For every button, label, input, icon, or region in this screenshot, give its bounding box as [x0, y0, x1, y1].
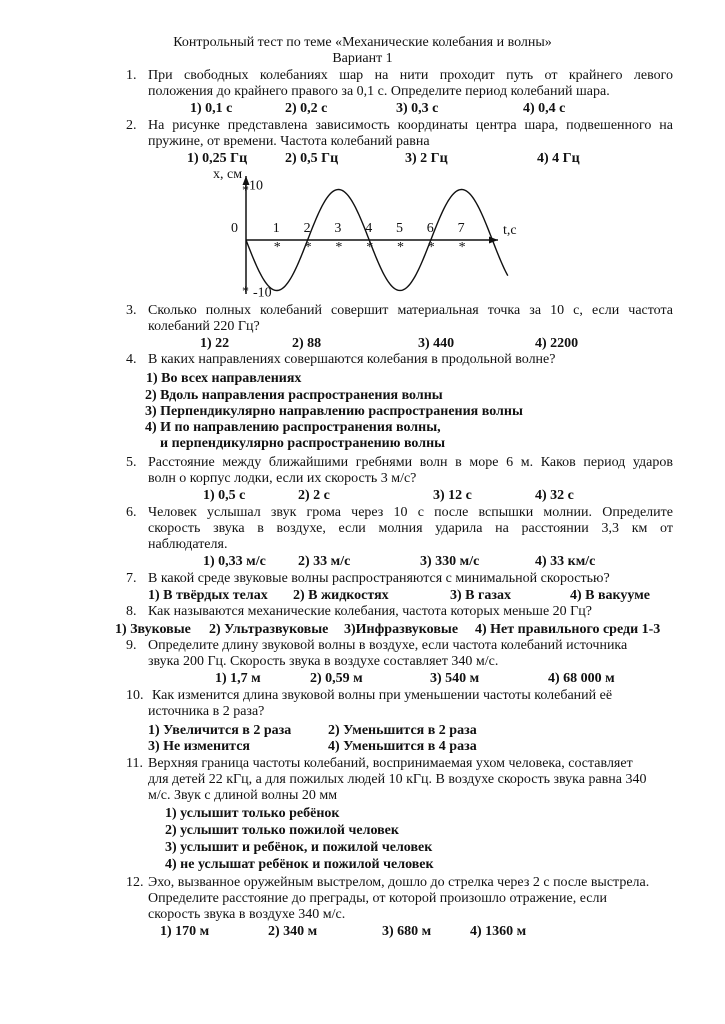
answer-option: 3) 12 с [433, 488, 472, 503]
answer-option: 2) 2 с [298, 488, 330, 503]
answer-option: 2) услышит только пожилой человек [165, 823, 399, 838]
question-number: 5. [126, 455, 137, 470]
answer-option: 3) В газах [450, 588, 511, 603]
answer-option: 4) И по направлению распространения волны, [145, 420, 441, 435]
answer-option: 2) 88 [292, 336, 322, 351]
question-text: Определите длину звуковой волны в воздухе, если частота колебаний источника [148, 638, 628, 653]
question-text: На рисунке представлена зависимость координаты центра шара, подвешенного на [148, 118, 673, 133]
answer-option: 3) 680 м [382, 924, 432, 939]
question-text: Эхо, вызванное оружейным выстрелом, дошло до стрелка через 2 с после выстрела. [148, 875, 650, 890]
question-text: колебаний 220 Гц? [148, 319, 260, 334]
question-number: 12. [126, 875, 144, 890]
x-tick-label: 6 [426, 221, 434, 236]
answer-option-continuation: и перпендикулярно распространению волны [160, 436, 446, 451]
question-text: звука 200 Гц. Скорость звука в воздухе составляет 340 м/с. [148, 654, 499, 669]
answer-option: 4) В вакууме [570, 588, 650, 603]
answer-option: 3) Не изменится [148, 739, 250, 754]
answer-option: 4) 32 с [535, 488, 574, 503]
answer-option: 1) Во всех направлениях [146, 371, 302, 386]
question-number: 9. [126, 638, 137, 653]
question-text: Как изменится длина звуковой волны при уменьшении частоты колебаний её [152, 688, 613, 703]
answer-option: 3) 0,3 с [396, 101, 439, 116]
question-text: скорость звука в воздухе 340 м/с. [148, 907, 346, 922]
answer-option: 4) 4 Гц [537, 151, 580, 166]
question-text: скорость звука в воздухе, если молния ударила на расстоянии 3,3 км от [148, 521, 673, 536]
x-tick-mark: * [273, 240, 281, 255]
question-text: для детей 22 кГц, а для пожилых людей 10 кГц. В воздухе скорость звука равна 340 [148, 772, 647, 787]
answer-option: 2) 0,5 Гц [285, 151, 339, 166]
answer-option: 3)Инфразвуковые [344, 622, 459, 637]
x-tick-label: 2 [303, 221, 311, 236]
question-text: Определите расстояние до преграды, от которой произошло отражение, если [148, 891, 607, 906]
question-number: 11. [126, 756, 143, 771]
answer-option: 1) 170 м [160, 924, 210, 939]
question-text: Человек услышал звук грома через 10 с после вспышки молнии. Определите [148, 505, 673, 520]
answer-option: 3) 2 Гц [405, 151, 448, 166]
answer-option: 4) 33 км/с [535, 554, 596, 569]
answer-option: 4) 1360 м [470, 924, 527, 939]
answer-option: 1) Звуковые [115, 622, 191, 637]
question-text: При свободных колебаниях шар на нити проходит путь от крайнего левого [148, 68, 673, 83]
answer-option: 4) 0,4 с [523, 101, 566, 116]
y-tick-mark: * [242, 284, 249, 300]
question-text: источника в 2 раза? [148, 704, 265, 719]
x-tick-mark: * [335, 240, 343, 255]
question-text: пружине, от времени. Частота колебаний равна [148, 134, 430, 149]
answer-option: 1) 0,25 Гц [187, 151, 248, 166]
question-text: Верхняя граница частоты колебаний, воспринимаемая ухом человека, составляет [148, 756, 633, 771]
oscillation-chart [205, 166, 525, 306]
answer-option: 1) Увеличится в 2 раза [148, 723, 292, 738]
x-tick-mark: * [304, 240, 312, 255]
answer-option: 4) Уменьшится в 4 раза [328, 739, 477, 754]
x-tick-mark: * [458, 240, 466, 255]
x-axis-label: t,c [503, 223, 517, 238]
answer-option: 4) 2200 [535, 336, 579, 351]
x-tick-mark: * [397, 240, 404, 255]
question-text: В каких направлениях совершаются колебания в продольной волне? [148, 352, 556, 367]
question-text: Как называются механические колебания, частота которых меньше 20 Гц? [148, 604, 592, 619]
answer-option: 1) 0,1 с [190, 101, 233, 116]
question-number: 4. [126, 352, 137, 367]
answer-option: 1) услышит только ребёнок [165, 806, 340, 821]
answer-option: 2) Ультразвуковые [209, 622, 329, 637]
answer-option: 1) 22 [200, 336, 230, 351]
question-number: 2. [126, 118, 137, 133]
answer-option: 4) Нет правильного среди 1-3 [475, 622, 661, 637]
question-text: положения до крайнего правого за 0,1 с. Определите период колебаний шара. [148, 84, 610, 99]
x-tick-label: 1 [272, 221, 280, 236]
y-tick-label: -10 [253, 285, 272, 301]
y-tick-label: 10 [249, 178, 263, 194]
question-text: м/с. Звук с длиной волны 20 мм [148, 788, 338, 803]
x-tick-label: 7 [457, 221, 465, 236]
origin-label: 0 [231, 221, 238, 236]
answer-option: 1) В твёрдых телах [148, 588, 268, 603]
answer-option: 4) 68 000 м [548, 671, 615, 686]
x-tick-label: 4 [365, 221, 373, 236]
answer-option: 2) 340 м [268, 924, 318, 939]
answer-option: 1) 0,33 м/с [203, 554, 266, 569]
question-text: Сколько полных колебаний совершит материальная точка за 10 с, если частота [148, 303, 673, 318]
variant-label: Вариант 1 [332, 51, 393, 66]
y-tick-mark: * [242, 183, 249, 199]
question-text: В какой среде звуковые волны распространяются с минимальной скоростью? [148, 571, 610, 586]
answer-option: 1) 0,5 с [203, 488, 246, 503]
answer-option: 4) не услышат ребёнок и пожилой человек [165, 857, 434, 872]
answer-option: 3) 440 [418, 336, 455, 351]
answer-option: 1) 1,7 м [215, 671, 261, 686]
answer-option: 3) услышит и ребёнок, и пожилой человек [165, 840, 433, 855]
answer-option: 3) 540 м [430, 671, 480, 686]
question-number: 8. [126, 604, 137, 619]
question-number: 1. [126, 68, 137, 83]
question-text: наблюдателя. [148, 537, 228, 552]
question-number: 10. [126, 688, 144, 703]
question-text: Расстояние между ближайшими гребнями волн в море 6 м. Каков период ударов [148, 455, 673, 470]
answer-option: 3) Перпендикулярно направлению распространения волны [145, 404, 523, 419]
y-axis-label: x, см [213, 167, 243, 182]
answer-option: 2) 0,59 м [310, 671, 363, 686]
question-text: волн о корпус лодки, если их скорость 3 м/с? [148, 471, 417, 486]
x-tick-mark: * [366, 240, 374, 255]
answer-option: 2) Вдоль направления распространения волны [145, 388, 443, 403]
answer-option: 2) В жидкостях [293, 588, 389, 603]
x-tick-label: 3 [334, 221, 342, 236]
answer-option: 2) 0,2 с [285, 101, 328, 116]
answer-option: 3) 330 м/с [420, 554, 480, 569]
question-number: 7. [126, 571, 137, 586]
question-number: 3. [126, 303, 137, 318]
question-number: 6. [126, 505, 137, 520]
x-tick-label: 5 [396, 221, 403, 236]
answer-option: 2) 33 м/с [298, 554, 351, 569]
page-title: Контрольный тест по теме «Механические колебания и волны» [173, 35, 552, 50]
answer-option: 2) Уменьшится в 2 раза [328, 723, 477, 738]
x-tick-mark: * [427, 240, 435, 255]
